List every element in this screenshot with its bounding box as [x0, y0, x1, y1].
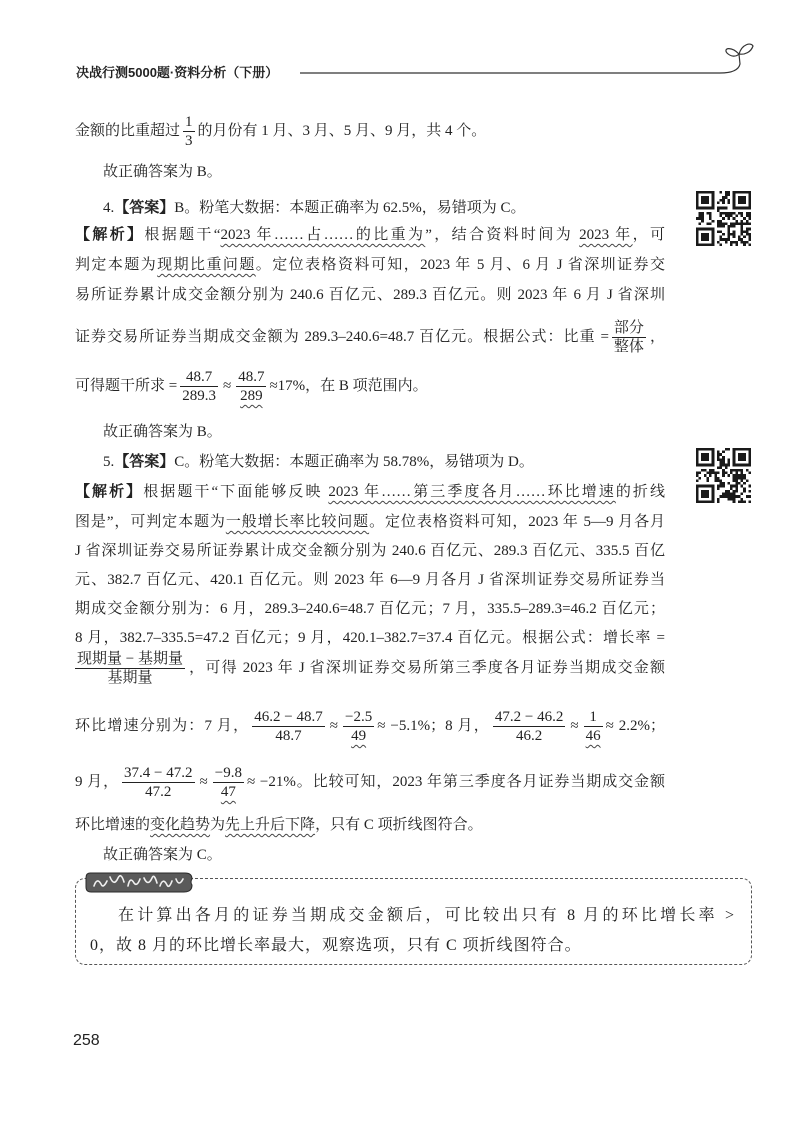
q5-analysis-line-7: [75, 644, 665, 692]
fraction-denominator: 49: [351, 728, 367, 745]
fraction-numerator: 部分: [613, 320, 644, 337]
text-segment: 为: [210, 817, 226, 833]
text-segment: 图是”，可判定本题为: [75, 514, 226, 530]
q4-answer-line: [75, 197, 665, 219]
q4-answer-tag: 【答案】: [114, 200, 175, 216]
fraction: [584, 708, 603, 745]
text-segment: 。定位表格资料可知，2023 年 5—9 月各月: [369, 514, 665, 530]
text-segment: 根据题干“下面能够反映: [143, 484, 329, 500]
text-segment: 环比增速分别为：7 月，: [75, 718, 250, 734]
q5-analysis-tag: 【解析】: [75, 484, 144, 500]
text-segment: 环比增速的: [75, 817, 151, 833]
q4-analysis-line-5: [75, 362, 665, 410]
q5-answer-tag: 【答案】: [114, 454, 175, 470]
tip-badge-icon: [84, 871, 194, 894]
running-header-title: 决战行测5000题·资料分析（下册）: [76, 65, 279, 80]
fraction-denominator: 46: [585, 728, 601, 745]
q4-conclusion: 故正确答案为 B。: [103, 424, 222, 440]
emphasis-segment: 2023 年……占……的比重为: [220, 227, 426, 243]
text-segment: ，可: [632, 227, 665, 243]
fraction: [180, 368, 218, 405]
fraction: [122, 764, 194, 801]
text-segment: ≈ −5.1%；8 月，: [377, 718, 490, 734]
q3-ratio-line: [75, 107, 665, 155]
q4-analysis-line-4: [75, 313, 665, 361]
q5-analysis-line-10: [75, 814, 665, 836]
emphasis-segment: 2023 年: [579, 227, 633, 243]
q5-analysis-line-1: [75, 481, 665, 503]
q4-analysis-line-1: [75, 224, 665, 246]
one-third-fraction: [183, 113, 195, 150]
page-number: 258: [73, 1032, 100, 1049]
q3-conclusion: 故正确答案为 B。: [103, 164, 222, 180]
text-segment: 9 月，: [75, 774, 120, 790]
q4-analysis-line-2: [75, 254, 665, 276]
fraction-numerator: 46.2 − 48.7: [254, 709, 323, 726]
q5-answer-line: [75, 451, 665, 473]
q5-number: 5.: [103, 454, 115, 470]
emphasis-segment: 2023 年……第三季度各月……环比增速: [328, 484, 616, 500]
text-segment: 判定本题为: [75, 257, 158, 273]
fraction-numerator: 47.2 − 46.2: [494, 709, 564, 726]
text-segment: 根据题干“: [144, 227, 221, 243]
q5-analysis-line-9: [75, 758, 665, 806]
fraction-denominator: 基期量: [107, 670, 153, 687]
fraction: [493, 708, 565, 745]
fraction-numerator: −2.5: [344, 709, 373, 726]
text-segment: ≈17%，在 B 项范围内。: [269, 378, 428, 394]
qr-code-icon: [696, 191, 751, 246]
text-segment: 可得题干所求 =: [75, 378, 178, 394]
ratio-formula-fraction: [612, 319, 646, 356]
fraction-denominator: 47.2: [145, 784, 172, 801]
text-segment: ，只有 C 项折线图符合。: [315, 817, 483, 833]
fraction-numerator: 现期量 − 基期量: [77, 651, 183, 668]
fraction-numerator: 1: [584, 708, 603, 727]
fraction-numerator: 48.7: [238, 369, 265, 386]
q5-analysis-line-8: [75, 702, 665, 750]
q4-number: 4.: [103, 200, 115, 216]
q4-analysis-line-3: 易所证券累计成交金额分别为 240.6 百亿元、289.3 百亿元。则 2023 年 6 月 J 省深圳: [75, 287, 665, 303]
sprout-icon: [295, 38, 765, 83]
qr-code-icon: [696, 448, 751, 503]
approx-sign: ≈: [329, 718, 338, 734]
fraction-denominator: 整体: [613, 339, 644, 356]
text-segment: 。定位表格资料可知，2023 年 5 月、6 月 J 省深圳证券交: [255, 257, 665, 273]
approx-sign: ≈: [570, 718, 579, 734]
fraction: [252, 708, 324, 745]
fraction-numerator: 48.7: [180, 368, 218, 387]
text-segment: 证券交易所证券当期成交金额为 289.3–240.6=48.7 百亿元。根据公式：比重 =: [75, 329, 609, 345]
q5-answer-text: C。粉笔大数据：本题正确率为 58.78%，易错项为 D。: [174, 454, 534, 470]
text-segment: 的折线: [615, 484, 665, 500]
fraction: [343, 708, 374, 745]
text-segment: ，可得 2023 年 J 省深圳证券交易所第三季度各月证券当期成交金额: [187, 660, 665, 676]
fraction-numerator: 37.4 − 47.2: [124, 765, 193, 782]
tip-line-2: 0，故 8 月的环比增长率最大，观察选项，只有 C 项折线图符合。: [90, 937, 582, 954]
emphasis-segment: 变化趋势: [150, 817, 211, 833]
emphasis-segment: 一般增长率比较问题: [225, 514, 370, 530]
fraction-numerator: 1: [185, 114, 193, 131]
q5-analysis-line-6: 8 月，382.7–335.5=47.2 百亿元；9 月，420.1–382.7=37.4 百亿元。根据公式：增长率 =: [75, 630, 665, 646]
fraction-denominator: 47: [220, 784, 236, 801]
q5-analysis-line-5: 期成交金额分别为：6 月，289.3–240.6=48.7 百亿元；7 月，335.5–289.3=46.2 百亿元；: [75, 601, 665, 617]
approx-sign: ≈: [222, 378, 232, 394]
q5-analysis-line-4: 元、382.7 百亿元、420.1 百亿元。则 2023 年 6—9 月各月 J 省深圳证券交易所证券当: [75, 572, 665, 588]
fraction: [236, 368, 266, 405]
q5-analysis-line-3: J 省深圳证券交易所证券累计成交金额分别为 240.6 百亿元、289.3 百亿元、335.5 百亿: [75, 543, 665, 559]
fraction-denominator: 46.2: [515, 728, 543, 745]
q4-answer-text: B。粉笔大数据：本题正确率为 62.5%，易错项为 C。: [174, 200, 526, 216]
fraction-denominator: 48.7: [275, 728, 302, 745]
q4-analysis-tag: 【解析】: [75, 227, 145, 243]
q3-ratio-post: 的月份有 1 月、3 月、5 月、9 月，共 4 个。: [197, 123, 487, 139]
fraction-denominator: 289.3: [182, 388, 216, 405]
text-segment: ”，结合资料时间为: [425, 227, 580, 243]
emphasis-segment: 先上升后下降: [225, 817, 316, 833]
q5-conclusion: 故正确答案为 C。: [103, 847, 222, 863]
q5-analysis-line-2: [75, 511, 665, 533]
text-segment: ≈ −21%。比较可知，2023 年第三季度各月证券当期成交金额: [246, 774, 665, 790]
growth-rate-formula-fraction: [75, 650, 185, 687]
fraction-numerator: −9.8: [214, 765, 242, 782]
text-segment: ≈ 2.2%；: [605, 718, 665, 734]
fraction-denominator: 3: [185, 133, 193, 150]
emphasis-segment: 现期比重问题: [157, 257, 256, 273]
q3-ratio-pre: 金额的比重超过: [75, 123, 181, 139]
fraction: [213, 764, 244, 801]
approx-sign: ≈: [199, 774, 208, 790]
tip-line-1: 在计算出各月的证券当期成交金额后，可比较出只有 8 月的环比增长率 >: [118, 907, 735, 924]
text-segment: ，: [648, 329, 665, 345]
fraction-denominator: 289: [240, 388, 263, 405]
